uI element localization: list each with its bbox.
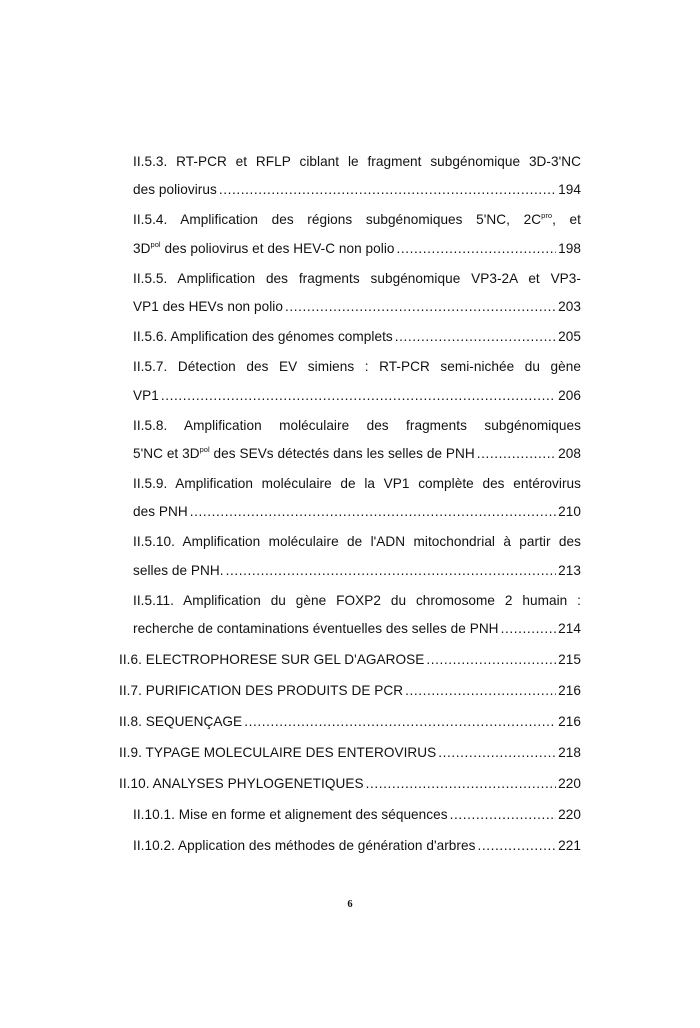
- dot-leader: [366, 770, 557, 798]
- dot-leader: [219, 176, 556, 204]
- toc-entry-2-10-1[interactable]: [119, 801, 581, 829]
- toc-entry-title-line: II.5.11. Amplification du gène FOXP2 du chromosome 2 humain :: [133, 592, 581, 608]
- toc-entry-2-8[interactable]: [119, 708, 581, 736]
- toc-entry-title-line: VP1: [133, 387, 159, 403]
- dot-leader: [426, 646, 556, 674]
- toc-entry-title-line: II.5.9. Amplification moléculaire de la VP1 complète des entérovirus: [133, 476, 581, 492]
- toc-entry-title-line: 5'NC et $3D^{pol}$ des SEVs détectés dans les selles de PNH: [133, 445, 475, 462]
- page-number: 6: [347, 899, 353, 910]
- toc-page-number: 203: [558, 299, 581, 315]
- toc-page-number: 220: [558, 807, 581, 823]
- toc-page-number: 216: [558, 714, 581, 730]
- toc-entry-title-line: II.10. ANALYSES PHYLOGENETIQUES: [119, 776, 364, 792]
- toc-page-number: 208: [558, 446, 581, 462]
- dot-leader: [226, 557, 557, 585]
- toc-page-number: 194: [558, 182, 581, 198]
- toc-page-number: 221: [558, 838, 581, 854]
- superscript: pol: [150, 239, 161, 249]
- dot-leader: [395, 323, 556, 351]
- toc-page-number: 210: [558, 504, 581, 520]
- toc-entry-title-line: VP1 des HEVs non polio: [133, 299, 283, 315]
- toc-entry-2-7[interactable]: [119, 677, 581, 705]
- dot-leader: [405, 677, 556, 705]
- toc-page-number: 214: [558, 621, 581, 637]
- toc-entry-title-line: II.5.5. Amplification des fragments subgénomique VP3-2A et VP3-: [133, 270, 581, 286]
- toc-entry-title-line: II.5.7. Détection des EV simiens : RT-PCR semi-nichée du gène: [133, 359, 581, 375]
- toc-entry-title-line: des poliovirus: [133, 182, 217, 198]
- toc-entry-2-5-5[interactable]: [119, 265, 581, 322]
- toc-page-number: 198: [558, 240, 581, 256]
- dot-leader: [477, 440, 556, 468]
- dot-leader: [477, 832, 556, 860]
- dot-leader: [161, 382, 556, 410]
- toc-entry-2-5-6[interactable]: [119, 323, 581, 351]
- toc-page-number: 215: [558, 652, 581, 668]
- toc-entry-2-9[interactable]: [119, 739, 581, 767]
- dot-leader: [244, 708, 556, 736]
- toc-page-number: 206: [558, 387, 581, 403]
- dot-leader: [285, 293, 556, 321]
- toc-entry-title-line: II.8. SEQUENÇAGE: [119, 714, 243, 730]
- toc-entry-title-line: II.5.8. Amplification moléculaire des fragments subgénomiques: [133, 417, 581, 433]
- toc-entry-title-line: II.5.4. Amplification des régions subgénomiques 5'NC, $2C^{pro}$, et: [133, 211, 581, 228]
- toc-entry-2-5-10[interactable]: [119, 528, 581, 585]
- toc-page-number: 220: [558, 776, 581, 792]
- toc-entry-2-10[interactable]: [119, 770, 581, 798]
- toc-entry-title-line: II.7. PURIFICATION DES PRODUITS DE PCR: [119, 683, 404, 699]
- toc-entry-title-line: des PNH: [133, 504, 188, 520]
- dot-leader: [397, 235, 557, 263]
- toc-entry-title-line: II.10.1. Mise en forme et alignement des séquences: [133, 807, 448, 823]
- toc-entry-title-line: $3D^{pol}$ des poliovirus et des HEV-C non polio: [133, 239, 395, 256]
- toc-entry-title-line: II.5.10. Amplification moléculaire de l'ADN mitochondrial à partir des: [133, 534, 581, 550]
- toc-entry-title-line: II.5.6. Amplification des génomes complets: [133, 329, 393, 345]
- dot-leader: [501, 615, 557, 643]
- toc-entry-2-10-2[interactable]: [119, 832, 581, 860]
- dot-leader: [190, 498, 556, 526]
- superscript: pro: [541, 211, 553, 221]
- toc-page-number: 205: [558, 329, 581, 345]
- toc-entry-title-line: II.9. TYPAGE MOLECULAIRE DES ENTEROVIRUS: [119, 745, 437, 761]
- toc-entry-title-line: recherche de contaminations éventuelles des selles de PNH: [133, 621, 499, 637]
- dot-leader: [438, 739, 556, 767]
- superscript: pol: [199, 445, 210, 455]
- toc-entry-title-line: II.10.2. Application des méthodes de génération d'arbres: [133, 838, 476, 854]
- dot-leader: [450, 801, 557, 829]
- table-of-contents: [119, 148, 581, 861]
- toc-entry-2-6[interactable]: [119, 646, 581, 674]
- toc-entry-2-5-4[interactable]: [119, 206, 581, 263]
- toc-entry-title-line: selles de PNH.: [133, 562, 224, 578]
- toc-entry-2-5-3[interactable]: [119, 148, 581, 205]
- toc-entry-title-line: II.5.3. RT-PCR et RFLP ciblant le fragment subgénomique 3D-3'NC: [133, 154, 581, 169]
- toc-page-number: 216: [558, 683, 581, 699]
- toc-page-number: 218: [558, 745, 581, 761]
- toc-entry-title-line: II.6. ELECTROPHORESE SUR GEL D'AGAROSE: [119, 652, 425, 668]
- toc-page-number: 213: [558, 562, 581, 578]
- toc-entry-2-5-8[interactable]: [119, 412, 581, 469]
- toc-entry-2-5-7[interactable]: [119, 353, 581, 410]
- toc-entry-2-5-9[interactable]: [119, 470, 581, 527]
- toc-entry-2-5-11[interactable]: [119, 587, 581, 644]
